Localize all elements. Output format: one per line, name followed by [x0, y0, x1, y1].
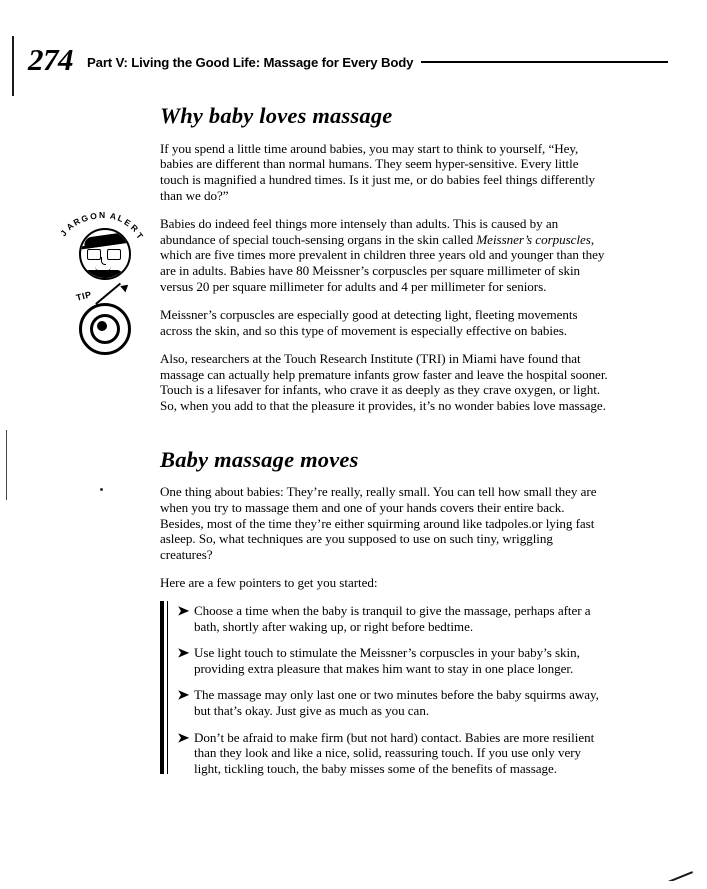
jargon-alert-face: [79, 228, 131, 280]
jargon-alert-icon: [60, 212, 146, 280]
paragraph: Here are a few pointers to get you started:: [160, 575, 378, 591]
running-head-rule: [421, 61, 668, 63]
tip-arrow: [96, 287, 130, 321]
page-edge-mark-middle: [6, 430, 7, 500]
page-number: 274: [28, 42, 73, 77]
page-corner-mark: [653, 853, 693, 881]
stray-ink-dot: [100, 488, 103, 491]
list-item: [178, 730, 608, 777]
list-item-text: The massage may only last one or two minutes before the baby squirms away, but that’s okay. Just give as much as you can.: [194, 687, 599, 718]
section-heading-baby-massage-moves: Baby massage moves: [160, 446, 359, 472]
tip-icon: [60, 291, 146, 353]
bullet-glyph-icon: ➤: [177, 645, 190, 661]
paragraph: One thing about babies: They’re really, really small. You can tell how small they are when you try to massage them and one of your hands covers their entire back. Besides, most of the time they’re either squirming around like tadpoles.or lying fast asleep. So, what techniques are you supposed to use on such tiny, wriggling creatures?: [160, 484, 597, 562]
paragraph: If you spend a little time around babies, you may start to think to yourself, “Hey, babies are different than normal humans. They seem hyper-sensitive. Every little touch is magnified a hundred times. Is it just me, or do babies feel things differently than we do?”: [160, 140, 596, 203]
italic-term: Meissner’s corpuscles: [476, 231, 591, 247]
running-head: [28, 44, 668, 75]
jargon-collar: [83, 270, 123, 278]
bullet-glyph-icon: ➤: [177, 687, 190, 703]
page-edge-mark-top: [12, 36, 14, 96]
jargon-alert-face-icon: [58, 210, 146, 280]
tip-arrow-head: [120, 282, 131, 293]
list-item: [178, 645, 608, 676]
jargon-alert-label: J A R G O N A L E R T: [58, 210, 146, 242]
list-item: [178, 687, 608, 718]
tip-label: TIP: [75, 289, 93, 303]
list-item-text: Choose a time when the baby is tranquil to give the massage, perhaps after a bath, shortly after waking up, or right before bedtime.: [194, 602, 591, 634]
list-item: [178, 603, 608, 634]
paragraph: Babies do indeed feel things more intensely than adults. This is caused by an abundance of special touch-sensing organs in the skin called Meissner’s corpuscles, which are five times more prevalent in children three years old and younger than they are in adults. Babies have 80 Meissner’s corpuscles per square millimeter of skin versus 20 per square millimeter for adults and 4 per millimeter for seniors.: [160, 216, 605, 294]
jargon-hat: [83, 232, 126, 249]
list-item-text: Use light touch to stimulate the Meissner’s corpuscles in your baby’s skin, providing extra pleasure that makes him want to stay in one place longer.: [194, 645, 580, 676]
bullet-glyph-icon: ➤: [177, 602, 190, 618]
list-item-text: Don’t be afraid to make firm (but not hard) contact. Babies are more resilient than they look and like a nice, solid, reassuring touch. If you use only very light, tickling touch, the baby misses some of the benefits of massage.: [194, 729, 595, 776]
tip-target-icon: [70, 291, 136, 353]
running-head-title: Part V: Living the Good Life: Massage for Every Body: [87, 55, 414, 70]
tip-arrow-shaft: [95, 283, 121, 305]
paragraph: Also, researchers at the Touch Research Institute (TRI) in Miami have found that massage can actually help premature infants grow faster and leave the hospital sooner. Touch is a lifesaver for infants, who crave it as deeply as they crave oxygen, or light. So, when you add to that the pleasure it provides, it’s no wonder babies love massage.: [160, 351, 608, 414]
section-heading-why-baby-loves-massage: Why baby loves massage: [160, 103, 393, 128]
body-column: [58, 103, 608, 787]
bullet-list: [160, 603, 608, 776]
jargon-nose: [101, 257, 106, 265]
paragraph: Meissner’s corpuscles are especially good at detecting light, fleeting movements across the skin, and so this type of movement is especially effective on babies.: [160, 307, 578, 338]
bullet-glyph-icon: ➤: [177, 729, 190, 745]
